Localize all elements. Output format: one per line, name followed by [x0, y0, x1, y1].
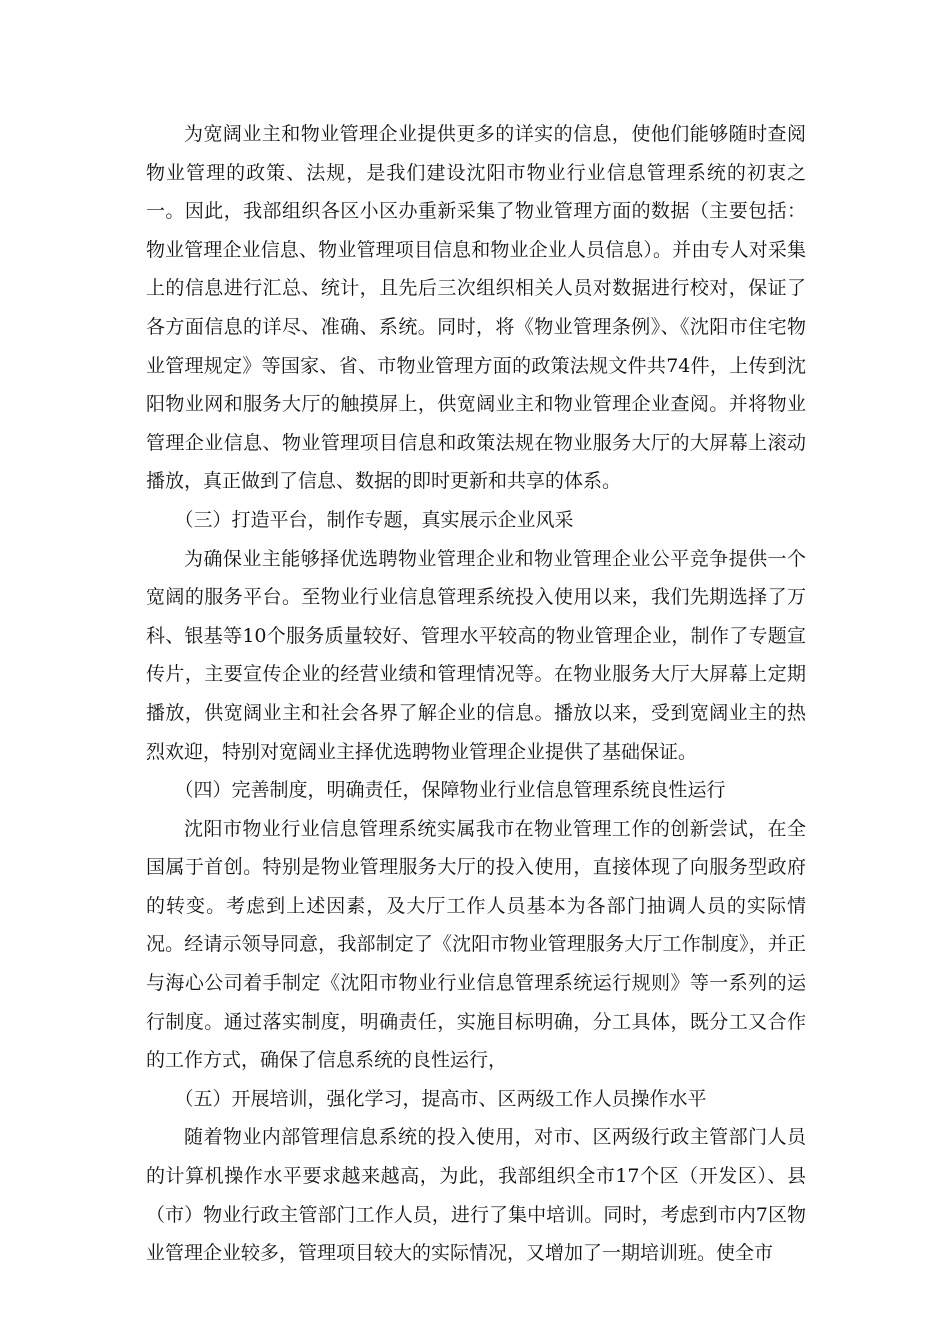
section-heading-3: （三）打造平台，制作专题，真实展示企业风采 [174, 508, 574, 531]
paragraph-info-sharing: 为宽阔业主和物业管理企业提供更多的详实的信息，使他们能够随时查阅物业管理的政策、法规，是我们建设沈阳市物业行业信息管理系统的初衷之一。因此，我部组织各区小区办重新采集了物业管理方面的数据（主要包括：物业管理企业信息、物业管理项目信息和物业企业人员信息）。并由专人对采集上的信息进行汇总、统计，且先后三次组织相关人员对数据进行校对，保证了各方面信息的详尽、准确、系统。同时，将《物业管理条例》、《沈阳市住宅物业管理规定》等国家、省、市物业管理方面的政策法规文件共74件，上传到沈阳物业网和服务大厅的触摸屏上，供宽阔业主和物业管理企业查阅。并将物业管理企业信息、物业管理项目信息和政策法规在物业服务大厅的大屏幕上滚动播放，真正做到了信息、数据的即时更新和共享的体系。 [146, 123, 806, 493]
paragraph-system-rules: 沈阳市物业行业信息管理系统实属我市在物业管理工作的创新尝试，在全国属于首创。特别是物业管理服务大厅的投入使用，直接体现了向服务型政府的转变。考虑到上述因素，及大厅工作人员基本为各部门抽调人员的实际情况。经请示领导同意，我部制定了《沈阳市物业管理服务大厅工作制度》，并正与海心公司着手制定《沈阳市物业行业信息管理系统运行规则》等一系列的运行制度。通过落实制度，明确责任，实施目标明确，分工具体，既分工又合作的工作方式，确保了信息系统的良性运行， [146, 817, 806, 1072]
section-heading-4: （四）完善制度，明确责任，保障物业行业信息管理系统良性运行 [174, 779, 726, 802]
paragraph-training: 随着物业内部管理信息系统的投入使用，对市、区两级行政主管部门人员的计算机操作水平要求越来越高，为此，我部组织全市17个区（开发区）、县（市）物业行政主管部门工作人员，进行了集中培训。同时，考虑到市内7区物业管理企业较多，管理项目较大的实际情况，又增加了一期培训班。使全市 [146, 1126, 806, 1265]
document-body [146, 115, 806, 1273]
section-heading-5: （五）开展培训，强化学习，提高市、区两级工作人员操作水平 [174, 1087, 707, 1110]
paragraph-platform: 为确保业主能够择优选聘物业管理企业和物业管理企业公平竞争提供一个宽阔的服务平台。至物业行业信息管理系统投入使用以来，我们先期选择了万科、银基等10个服务质量较好、管理水平较高的物业管理企业，制作了专题宣传片，主要宣传企业的经营业绩和管理情况等。在物业服务大厅大屏幕上定期播放，供宽阔业主和社会各界了解企业的信息。播放以来，受到宽阔业主的热烈欢迎，特别对宽阔业主择优选聘物业管理企业提供了基础保证。 [146, 547, 806, 763]
